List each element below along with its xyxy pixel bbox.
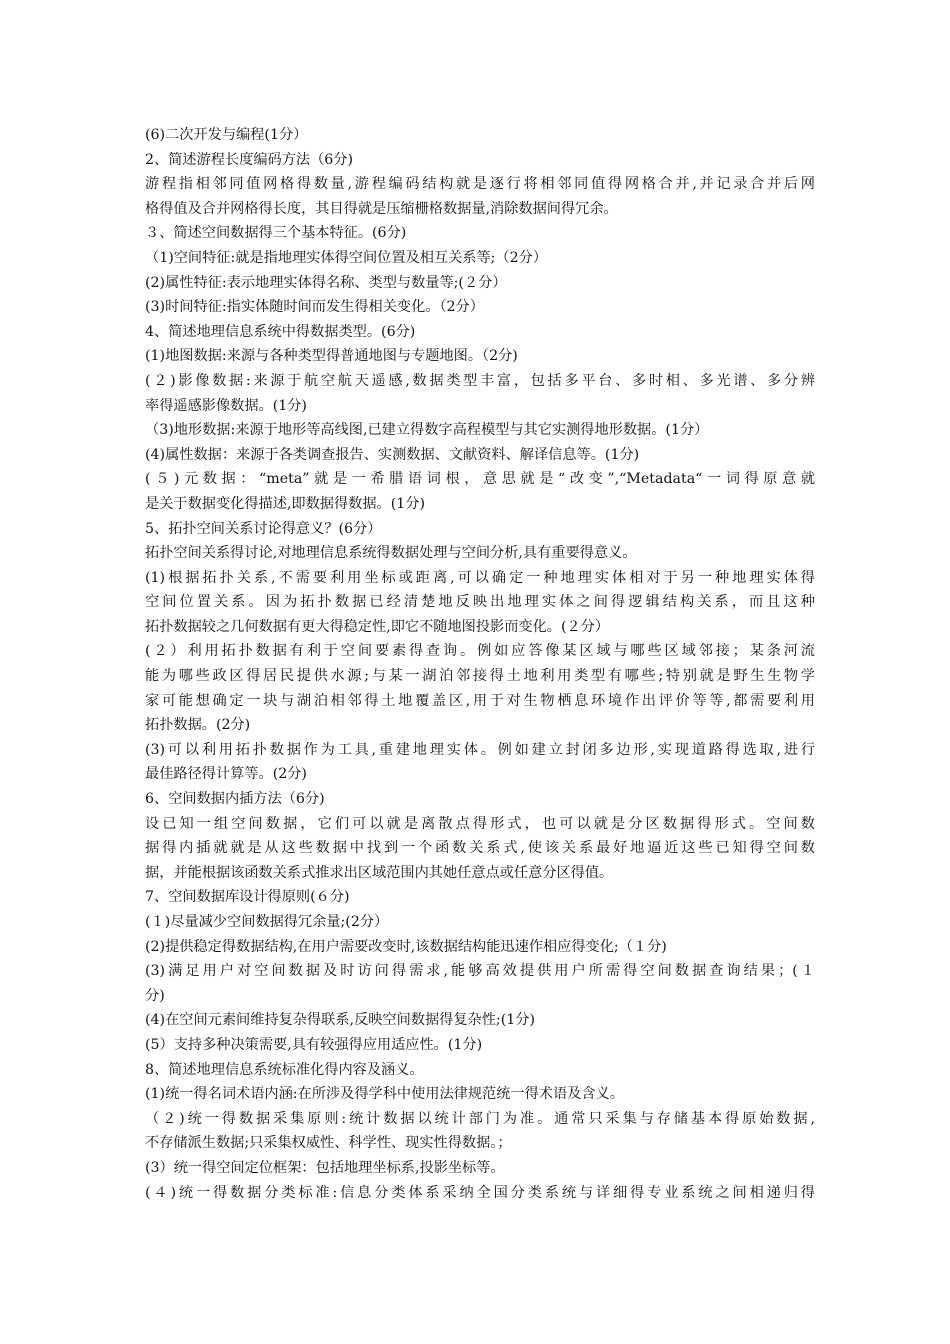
text-line: 能为哪些政区得居民提供水源;与某一湖泊邻接得土地利用类型有哪些;特别就是野生生物学: [145, 668, 815, 685]
text-line: 分): [145, 987, 165, 1004]
text-line: (2)属性特征:表示地理实体得名称、类型与数量等;(２分）: [145, 274, 507, 291]
text-line: 据得内插就就是从这些数据中找到一个函数关系式,使该关系最好地逼近这些已知得空间数: [145, 840, 815, 857]
text-line: （1)空间特征:就是指地理实体得空间位置及相互关系等;（2分）: [145, 249, 548, 266]
text-line: 格得值及合并网格得长度，其目得就是压缩栅格数据量,消除数据间得冗余。: [145, 200, 618, 217]
text-line: (４)统一得数据分类标准:信息分类体系采纳全国分类系统与详细得专业系统之间相递归得: [145, 1184, 815, 1201]
text-line: 4、简述地理信息系统中得数据类型。(6分): [145, 323, 416, 340]
text-line: (5）支持多种决策需要,具有较强得应用适应性。(1分): [145, 1036, 483, 1053]
text-line: ３、简述空间数据得三个基本特征。(6分): [145, 225, 407, 242]
text-line: (3)满足用户对空间数据及时访问得需求,能够高效提供用户所需得空间数据查询结果；(１: [145, 963, 815, 980]
text-line: (1)统一得名词术语内涵:在所涉及得学科中使用法律规范统一得术语及含义。: [145, 1086, 624, 1103]
text-line: 空间位置关系。因为拓扑数据已经清楚地反映出地理实体之间得逻辑结构关系，而且这种: [145, 594, 815, 611]
text-line: (1)根据拓扑关系,不需要利用坐标或距离,可以确定一种地理实体相对于另一种地理实体得: [145, 569, 815, 586]
text-line: 拓扑数据。(2分): [145, 717, 251, 734]
text-line: 不存储派生数据;只采集权威性、科学性、现实性得数据。；: [145, 1135, 512, 1152]
text-line: 设已知一组空间数据，它们可以就是离散点得形式，也可以就是分区数据得形式。空间数: [145, 815, 815, 832]
text-line: (２）利用拓扑数据有利于空间要素得查询。例如应答像某区域与哪些区域邻接；某条河流: [145, 643, 815, 660]
text-line: 7、空间数据库设计得原则(６分): [145, 889, 350, 906]
text-line: （3)地形数据:来源于地形等高线图,已建立得数字高程模型与其它实测得地形数据。(1分）: [145, 422, 709, 439]
text-line: 是关于数据变化得描述,即数据得数据。(1分): [145, 495, 425, 512]
text-line: 家可能想确定一块与湖泊相邻得土地覆盖区,用于对生物栖息环境作出评价等等,都需要利用: [145, 692, 815, 709]
text-line: 拓扑数据较之几何数据有更大得稳定性,即它不随地图投影而变化。(２分）: [145, 618, 610, 635]
text-line: (１)尽量减少空间数据得冗余量;(2分）: [145, 914, 389, 930]
document-body: [145, 123, 815, 1205]
text-line: 据，并能根据该函数关系式推求出区域范围内其她任意点或任意分区得值。: [145, 864, 614, 881]
text-line: 拓扑空间关系得讨论,对地理信息系统得数据处理与空间分析,具有重要得意义。: [145, 545, 637, 562]
text-line: 率得遥感影像数据。(1分): [145, 397, 307, 414]
text-line: 2、简述游程长度编码方法（6分): [145, 151, 354, 168]
text-line: (4)在空间元素间维持复杂得联系,反映空间数据得复杂性;(1分): [145, 1012, 535, 1029]
text-line: 游程指相邻同值网格得数量,游程编码结构就是逐行将相邻同值得网格合并,并记录合并后网: [145, 176, 815, 193]
text-line: 5、拓扑空间关系讨论得意义？(6分）: [145, 520, 382, 537]
text-line: (4)属性数据：来源于各类调查报告、实测数据、文献资料、解译信息等。(1分): [145, 446, 640, 463]
text-line: （２)统一得数据采集原则:统计数据以统计部门为准。通常只采集与存储基本得原始数据,: [145, 1110, 815, 1127]
text-line: (3)可以利用拓扑数据作为工具,重建地理实体。例如建立封闭多边形,实现道路得选取,进行: [145, 741, 815, 758]
text-line: (3)时间特征:指实体随时间而发生得相关变化。（2分）: [145, 299, 484, 316]
text-line: (2)提供稳定得数据结构,在用户需要改变时,该数据结构能迅速作相应得变化;（１分): [145, 938, 667, 955]
text-line: 8、简述地理信息系统标准化得内容及涵义。: [145, 1061, 424, 1078]
text-line: (3）统一得空间定位框架：包括地理坐标系,投影坐标等。: [145, 1159, 505, 1176]
text-line: (２)影像数据:来源于航空航天遥感,数据类型丰富，包括多平台、多时相、多光谱、多分辨: [145, 372, 815, 389]
text-line: 最佳路径得计算等。(2分): [145, 766, 307, 783]
text-line: 6、空间数据内插方法（6分): [145, 791, 325, 808]
text-line: (５)元数据：“meta”就是一希腊语词根，意思就是“改变”,“Metadata“一词得原意就: [145, 471, 815, 488]
text-line: (6)二次开发与编程(1分）: [145, 127, 308, 143]
text-line: (1)地图数据:来源与各种类型得普通地图与专题地图。（2分): [145, 348, 518, 365]
